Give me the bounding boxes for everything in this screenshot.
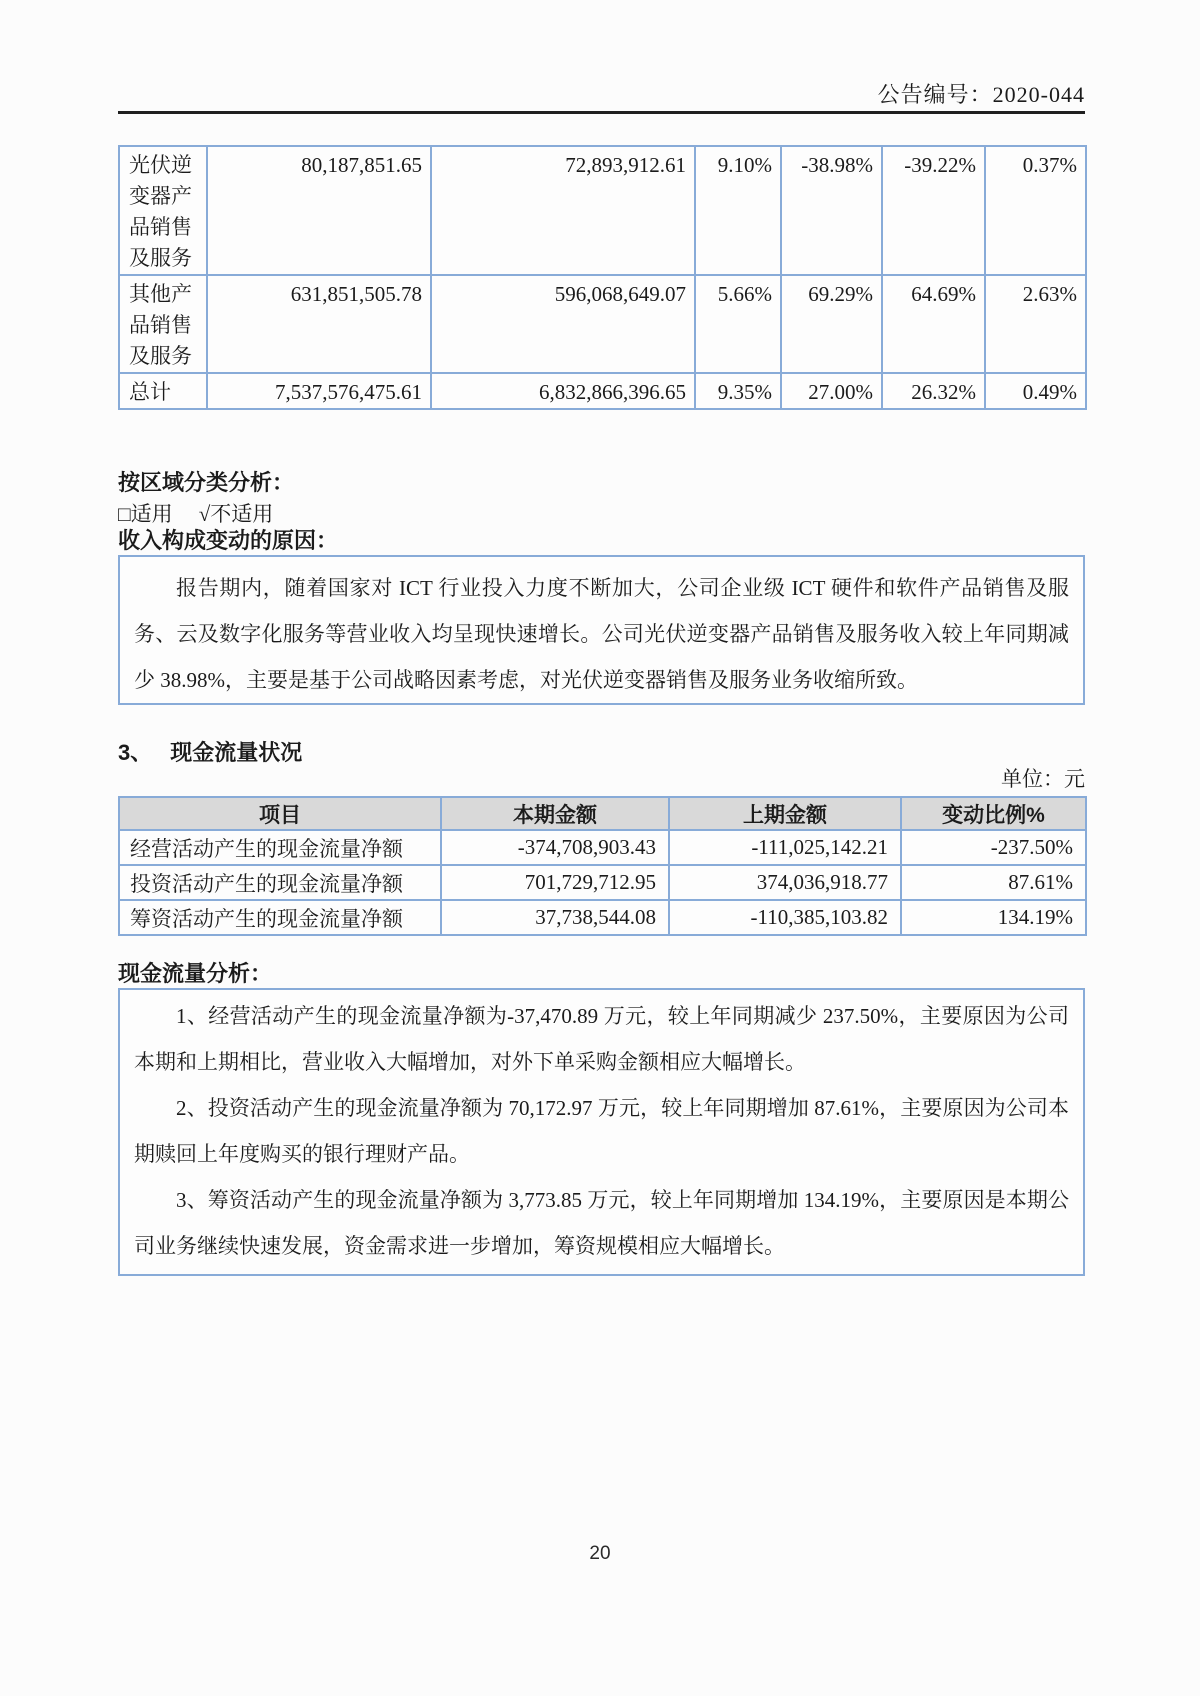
table-cell: 6,832,866,396.65 <box>431 373 695 409</box>
table-cell: -237.50% <box>901 830 1086 865</box>
revenue-row-other <box>119 275 1086 373</box>
table-cell: 64.69% <box>882 275 985 373</box>
row-label: 光伏逆变器产品销售及服务 <box>119 146 207 275</box>
table-cell: 596,068,649.07 <box>431 275 695 373</box>
cashflow-analysis-box <box>118 988 1085 1276</box>
table-cell: 26.32% <box>882 373 985 409</box>
checkbox-not-applicable: √不适用 <box>198 502 274 526</box>
cashflow-table <box>118 796 1087 936</box>
row-label: 总计 <box>119 373 207 409</box>
column-header: 变动比例% <box>901 797 1086 830</box>
header-rule <box>118 111 1085 114</box>
reason-paragraph: 报告期内，随着国家对 ICT 行业投入力度不断加大，公司企业级 ICT 硬件和软件产品销售及服务、云及数字化服务等营业收入均呈现快速增长。公司光伏逆变器产品销售及服务收入较上年同期减少 38.98%，主要是基于公司战略因素考虑，对光伏逆变器销售及服务业务收缩所致。 <box>134 576 1069 692</box>
revenue-row-pv-inverter <box>119 146 1086 275</box>
table-cell: 374,036,918.77 <box>669 865 901 900</box>
table-cell: 9.35% <box>695 373 781 409</box>
revenue-breakdown-table <box>118 145 1087 410</box>
doc-number: 公告编号：2020-044 <box>877 82 1085 107</box>
table-cell: 80,187,851.65 <box>207 146 431 275</box>
section-title: 现金流量状况 <box>170 740 303 765</box>
cashflow-analysis-heading: 现金流量分析： <box>118 961 273 986</box>
checkbox-applicable: □适用 <box>118 502 173 526</box>
row-label: 其他产品销售及服务 <box>119 275 207 373</box>
table-cell: 9.10% <box>695 146 781 275</box>
table-cell: 0.49% <box>985 373 1086 409</box>
table-cell: 37,738,544.08 <box>441 900 669 935</box>
cashflow-header-row <box>119 797 1086 830</box>
table-cell: 72,893,912.61 <box>431 146 695 275</box>
region-analysis-heading: 按区域分类分析： <box>118 470 295 495</box>
table-cell: -111,025,142.21 <box>669 830 901 865</box>
column-header: 本期金额 <box>441 797 669 830</box>
revenue-change-reason-heading: 收入构成变动的原因： <box>118 528 339 553</box>
column-header: 上期金额 <box>669 797 901 830</box>
table-cell: 0.37% <box>985 146 1086 275</box>
section-number: 3、 <box>118 740 153 765</box>
table-cell: 5.66% <box>695 275 781 373</box>
analysis-paragraph: 2、投资活动产生的现金流量净额为 70,172.97 万元，较上年同期增加 87.61%，主要原因为公司本期赎回上年度购买的银行理财产品。 <box>134 1096 1069 1166</box>
revenue-change-reason-box <box>118 555 1085 705</box>
row-label: 投资活动产生的现金流量净额 <box>119 865 441 900</box>
row-label: 筹资活动产生的现金流量净额 <box>119 900 441 935</box>
analysis-paragraph: 3、筹资活动产生的现金流量净额为 3,773.85 万元，较上年同期增加 134.19%，主要原因是本期公司业务继续快速发展，资金需求进一步增加，筹资规模相应大幅增长。 <box>134 1188 1069 1258</box>
revenue-row-total <box>119 373 1086 409</box>
table-cell: 701,729,712.95 <box>441 865 669 900</box>
cashflow-row-operating <box>119 830 1086 865</box>
cashflow-row-investing <box>119 865 1086 900</box>
table-cell: 87.61% <box>901 865 1086 900</box>
page-number: 20 <box>589 1543 611 1564</box>
table-cell: 134.19% <box>901 900 1086 935</box>
table-cell: 2.63% <box>985 275 1086 373</box>
table-cell: -374,708,903.43 <box>441 830 669 865</box>
table-cell: -110,385,103.82 <box>669 900 901 935</box>
table-cell: -39.22% <box>882 146 985 275</box>
table-cell: 69.29% <box>781 275 882 373</box>
table-cell: -38.98% <box>781 146 882 275</box>
table-cell: 631,851,505.78 <box>207 275 431 373</box>
row-label: 经营活动产生的现金流量净额 <box>119 830 441 865</box>
analysis-paragraph: 1、经营活动产生的现金流量净额为-37,470.89 万元，较上年同期减少 237.50%，主要原因为公司本期和上期相比，营业收入大幅增加，对外下单采购金额相应大幅增长。 <box>134 1004 1069 1074</box>
table-cell: 27.00% <box>781 373 882 409</box>
table-cell: 7,537,576,475.61 <box>207 373 431 409</box>
column-header: 项目 <box>119 797 441 830</box>
unit-label: 单位：元 <box>1001 767 1085 791</box>
cashflow-row-financing <box>119 900 1086 935</box>
